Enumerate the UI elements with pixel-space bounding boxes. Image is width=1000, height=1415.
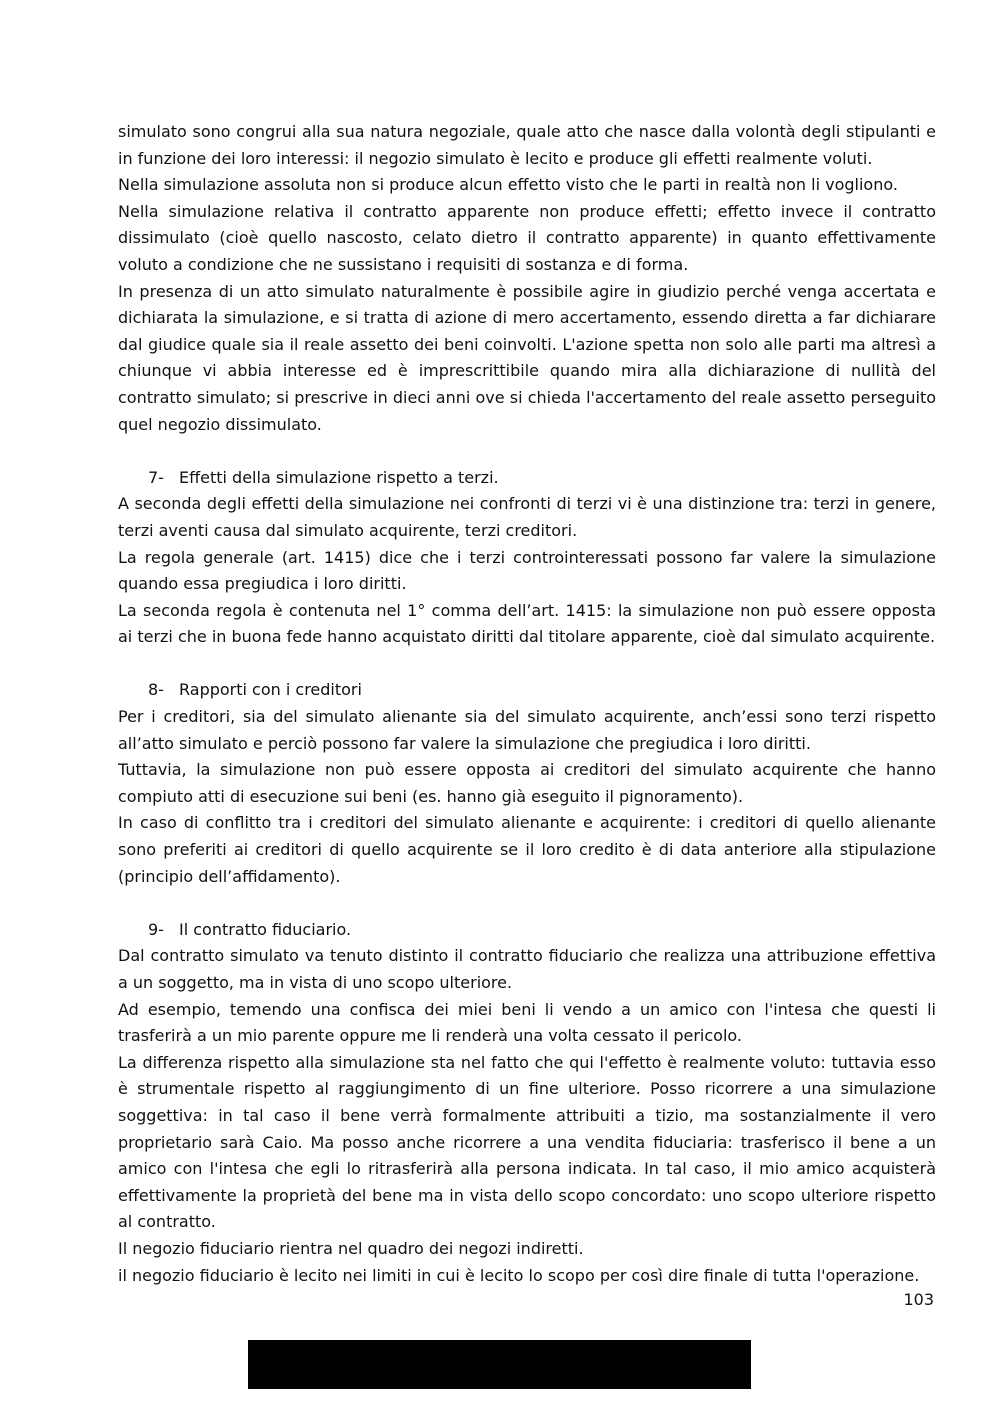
paragraph: Nella simulazione relativa il contratto apparente non produce effetti; effetto invece il contratto dissimulato (cioè quello nascosto, celato dietro il contratto apparente) in quanto effettivamente voluto a condizione che ne sussistano i requisiti di sostanza e di forma. (118, 201, 936, 274)
section-number: 7- (148, 467, 164, 487)
paragraph: In caso di conflitto tra i creditori del simulato alienante e acquirente: i creditori di quello alienante sono preferiti ai creditori di quello acquirente se il loro credito è di data anteriore alla stipulazione (principio dell’affidamento). (118, 813, 936, 886)
spacer (118, 890, 936, 917)
paragraph: Dal contratto simulato va tenuto distinto il contratto fiduciario che realizza una attribuzione effettiva a un soggetto, ma in vista di uno scopo ulteriore. (118, 946, 936, 992)
section-number: 9- (148, 919, 164, 939)
section-heading-8 (118, 677, 936, 704)
paragraph: Il negozio fiduciario rientra nel quadro dei negozi indiretti. (118, 1238, 584, 1258)
paragraph: il negozio fiduciario è lecito nei limiti in cui è lecito lo scopo per così dire finale di tutta l'operazione. (118, 1265, 920, 1285)
paragraph: A seconda degli effetti della simulazione nei confronti di terzi vi è una distinzione tra: terzi in genere, terzi aventi causa dal simulato acquirente, terzi creditori. (118, 494, 936, 540)
paragraph: Ad esempio, temendo una confisca dei miei beni li vendo a un amico con l'intesa che questi li trasferirà a un mio parente oppure me li renderà una volta cessato il pericolo. (118, 999, 936, 1046)
redaction-bar (248, 1340, 751, 1389)
spacer (118, 651, 936, 678)
page-number: 103 (903, 1290, 934, 1309)
paragraph: Per i creditori, sia del simulato alienante sia del simulato acquirente, anch’essi sono terzi rispetto all’atto simulato e perciò possono far valere la simulazione che pregiudica i loro diritti. (118, 707, 936, 753)
section-title: Effetti della simulazione rispetto a terzi. (179, 467, 499, 487)
section-heading-9 (118, 917, 936, 944)
paragraph: simulato sono congrui alla sua natura negoziale, quale atto che nasce dalla volontà degli stipulanti e in funzione dei loro interessi: il negozio simulato è lecito e produce gli effetti realmente voluti. (118, 122, 936, 168)
paragraph: La differenza rispetto alla simulazione sta nel fatto che qui l'effetto è realmente voluto: tuttavia esso è strumentale rispetto al raggiungimento di un fine ulteriore. Posso ricorrere a una simulazione soggettiva: in tal caso il bene verrà formalmente attribuiti a tizio, ma sostanzialmente il vero proprietario sarà Caio. Ma posso anche ricorrere a una vendita fiduciaria: trasferisco il bene a un amico con l'intesa che egli lo ritrasferirà alla persona indicata. In tal caso, il mio amico acquisterà effettivamente la proprietà del bene ma in vista dello scopo concordato: uno scopo ulteriore rispetto al contratto. (118, 1052, 936, 1232)
paragraph: Tuttavia, la simulazione non può essere opposta ai creditori del simulato acquirente che hanno compiuto atti di esecuzione sui beni (es. hanno già eseguito il pignoramento). (118, 760, 936, 806)
paragraph: La seconda regola è contenuta nel 1° comma dell’art. 1415: la simulazione non può essere opposta ai terzi che in buona fede hanno acquistato diritti dal titolare apparente, cioè dal simulato acquirente. (118, 600, 936, 647)
paragraph: La regola generale (art. 1415) dice che i terzi controinteressati possono far valere la simulazione quando essa pregiudica i loro diritti. (118, 547, 936, 594)
spacer (118, 438, 936, 465)
document-page (118, 119, 936, 1289)
section-title: Il contratto fiduciario. (179, 919, 352, 939)
section-heading-7 (118, 465, 936, 492)
paragraph: Nella simulazione assoluta non si produce alcun effetto visto che le parti in realtà non li vogliono. (118, 175, 898, 195)
section-title: Rapporti con i creditori (179, 680, 362, 700)
section-number: 8- (148, 680, 164, 700)
paragraph: In presenza di un atto simulato naturalmente è possibile agire in giudizio perché venga accertata e dichiarata la simulazione, e si tratta di azione di mero accertamento, essendo diretta a far dichiarare dal giudice quale sia il reale assetto dei beni coinvolti. L'azione spetta non solo alle parti ma altresì a chiunque vi abbia interesse ed è imprescrittibile quando mira alla dichiarazione di nullità del contratto simulato; si prescrive in dieci anni ove si chieda l'accertamento del reale assetto perseguito quel negozio dissimulato. (118, 281, 936, 434)
